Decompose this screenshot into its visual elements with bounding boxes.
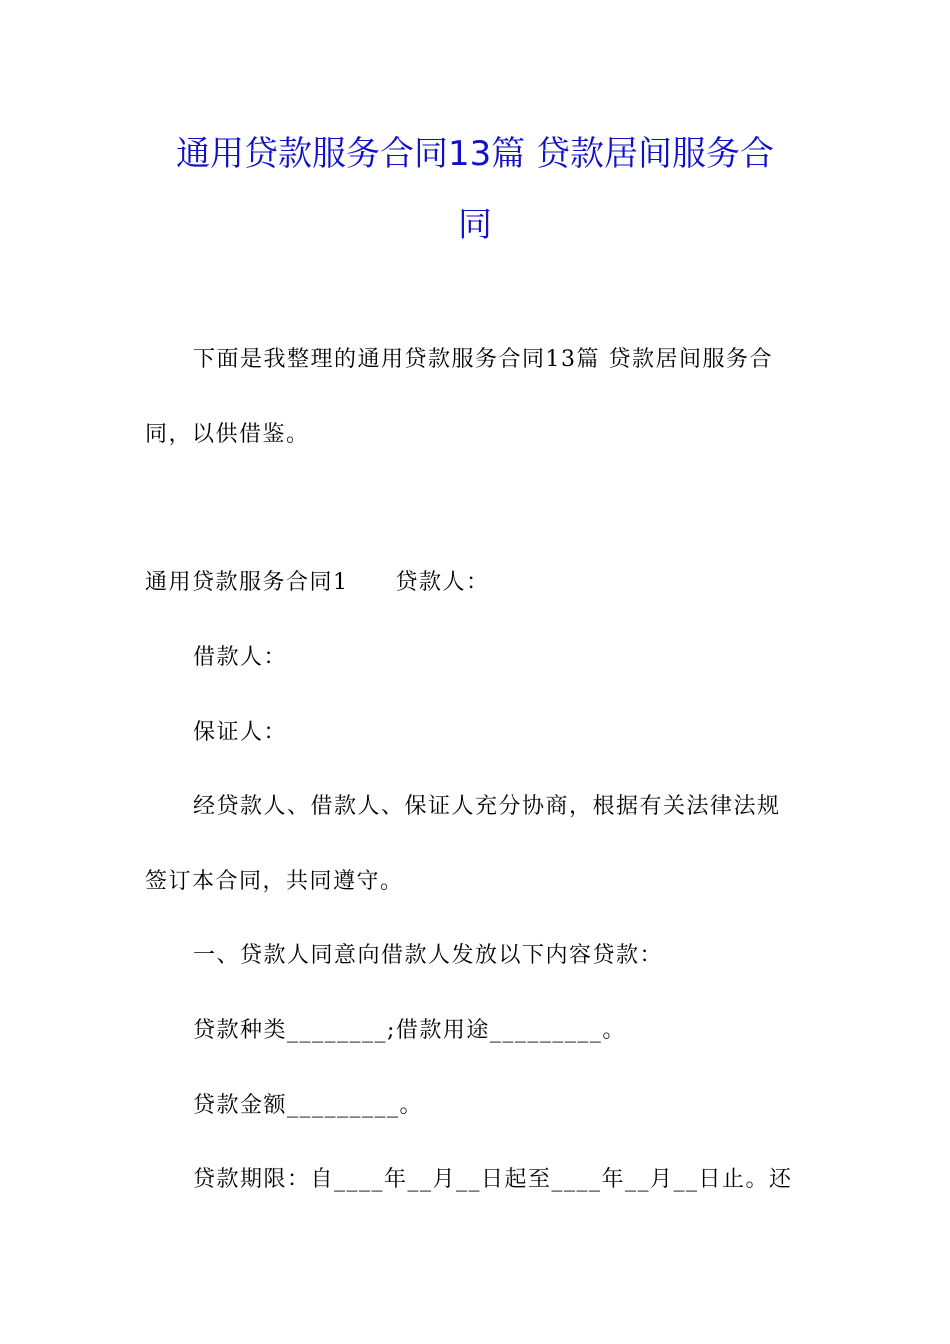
intro-paragraph-line-1: 下面是我整理的通用贷款服务合同13篇 贷款居间服务合 <box>193 347 773 372</box>
loan-term-line: 贷款期限：自____年__月__日起至____年__月__日止。还 <box>193 1167 793 1192</box>
section-heading: 通用贷款服务合同1 贷款人： <box>145 570 490 595</box>
consent-paragraph-line-1: 经贷款人、借款人、保证人充分协商，根据有关法律法规 <box>193 794 781 819</box>
borrower-label: 借款人： <box>193 645 288 670</box>
loan-amount-line: 贷款金额_________。 <box>193 1093 424 1118</box>
guarantor-label: 保证人： <box>193 720 288 745</box>
document-title-line-1: 通用贷款服务合同13篇 贷款居间服务合 <box>175 134 775 174</box>
document-title-line-2: 同 <box>458 205 492 245</box>
loan-type-line: 贷款种类________;借款用途_________。 <box>193 1018 626 1043</box>
consent-paragraph-line-2: 签订本合同，共同遵守。 <box>145 869 404 894</box>
intro-paragraph-line-2: 同，以供借鉴。 <box>145 422 310 447</box>
clause-1: 一、贷款人同意向借款人发放以下内容贷款： <box>193 943 664 968</box>
